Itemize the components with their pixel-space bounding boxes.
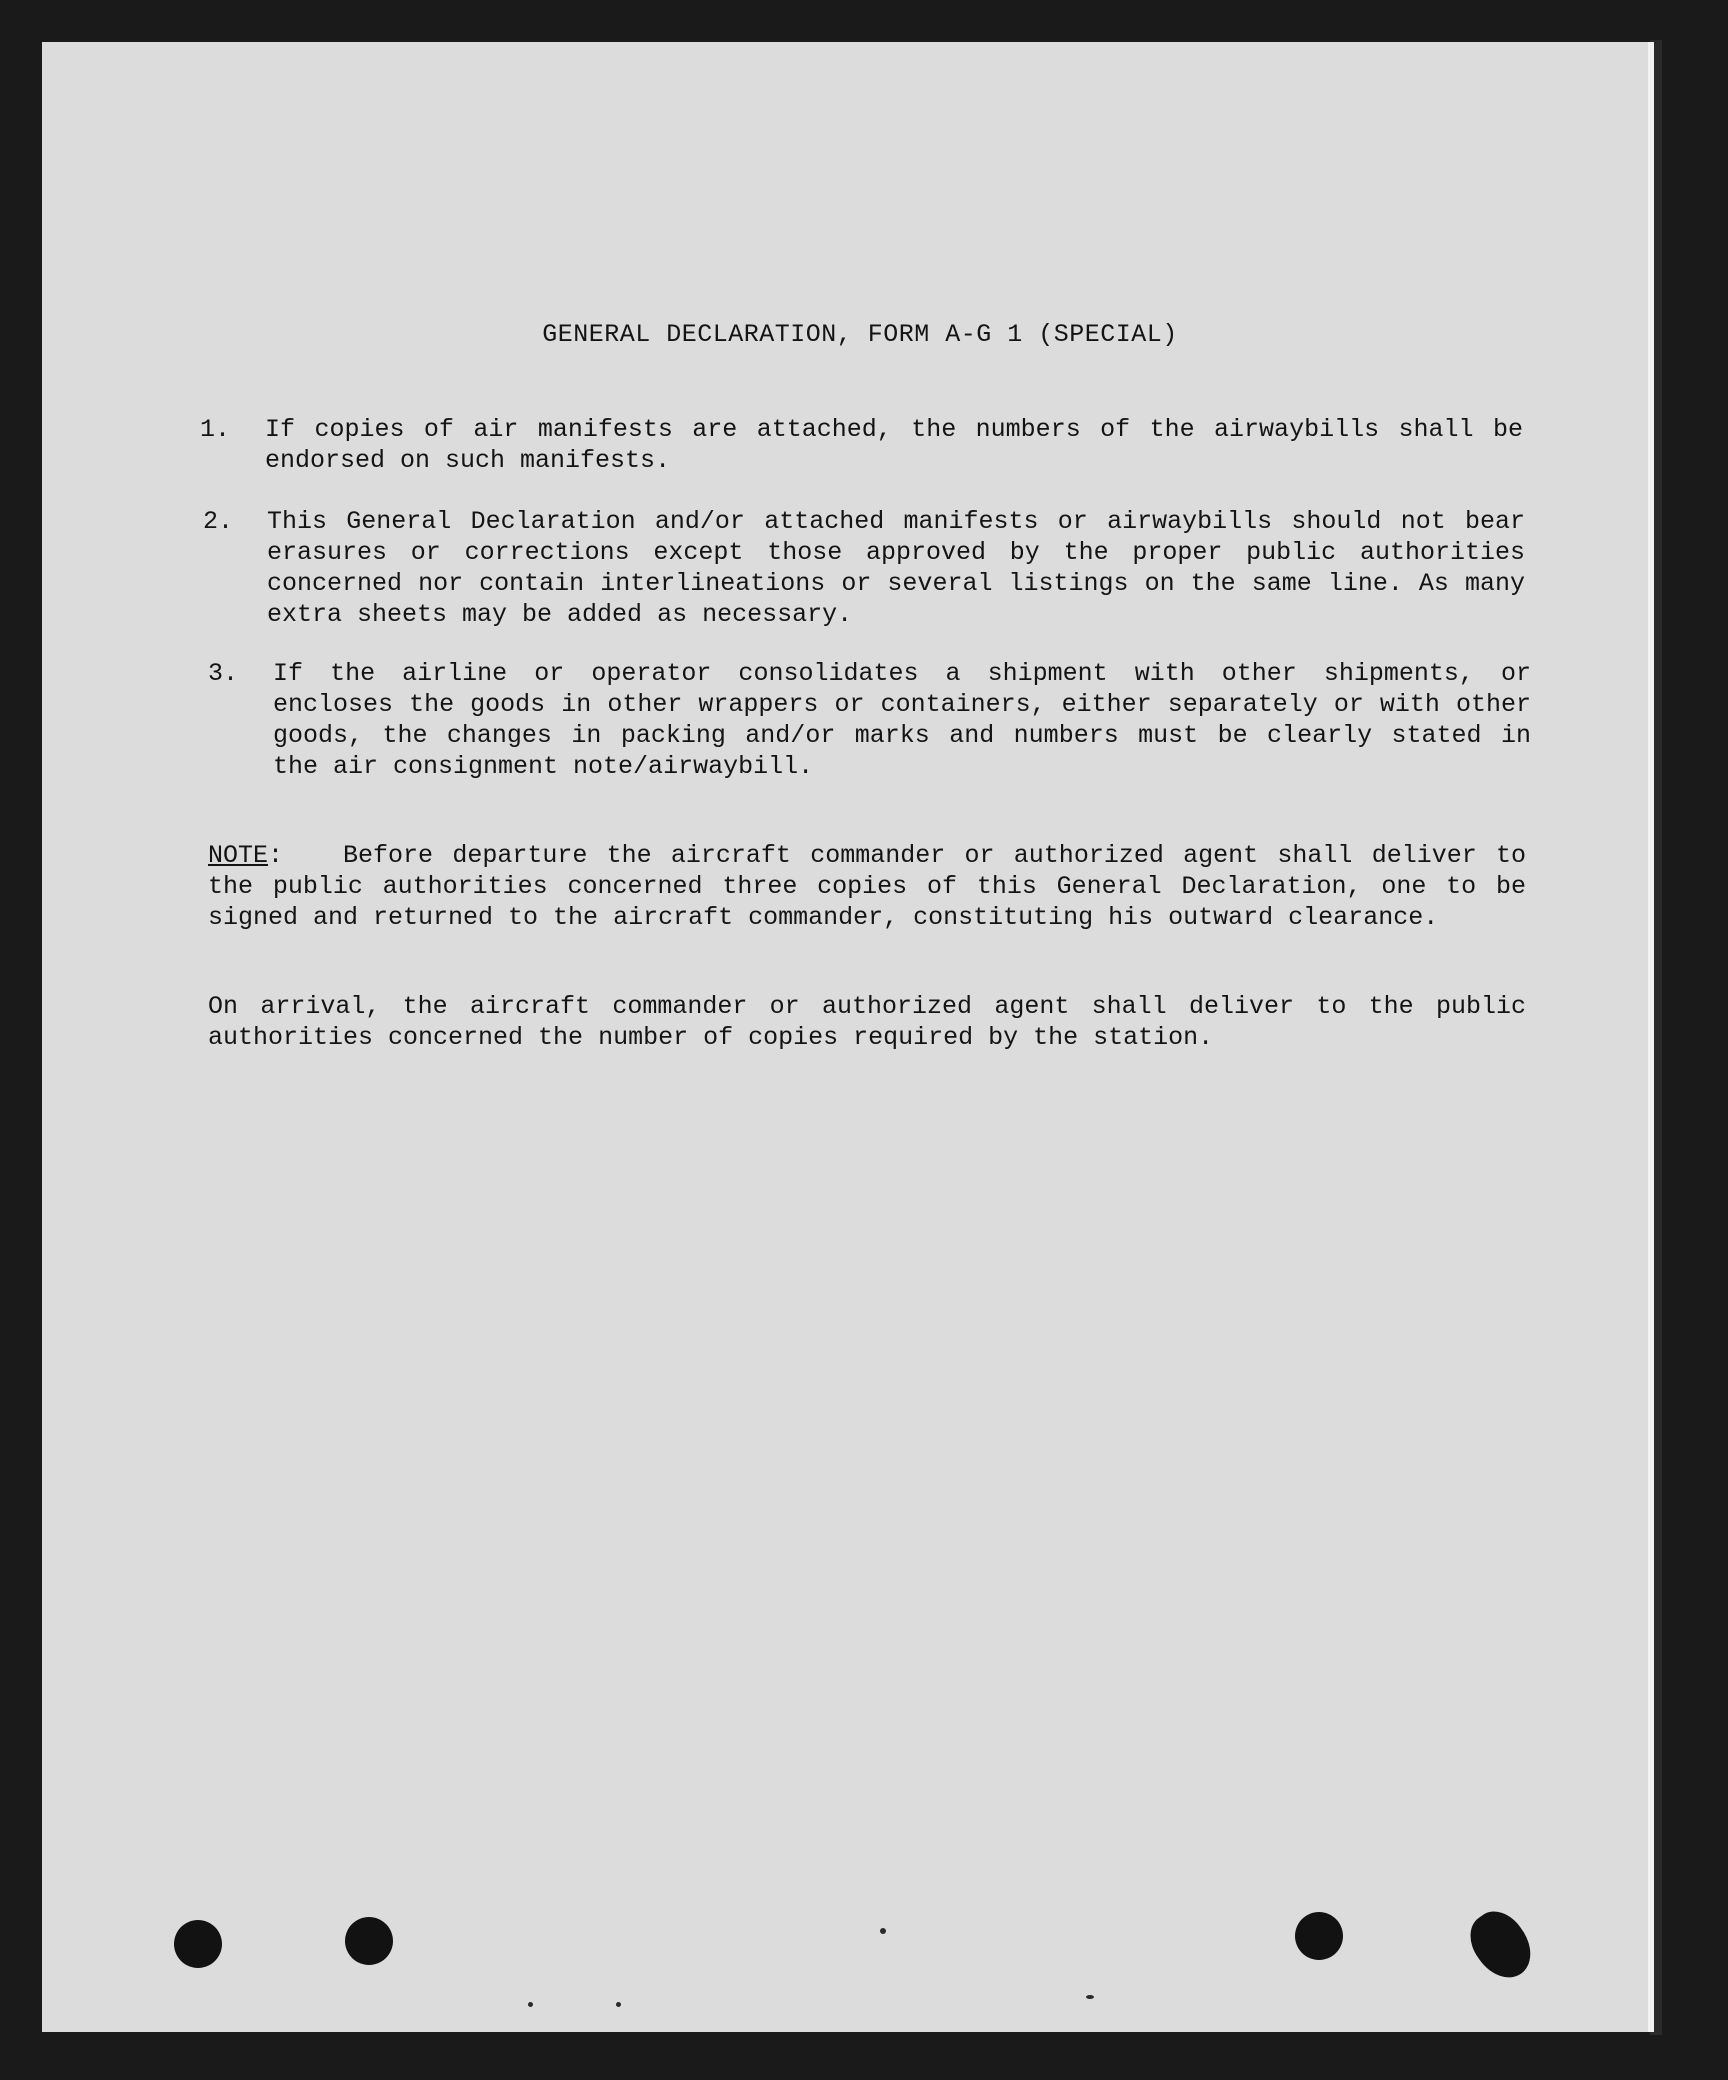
speck: [528, 2002, 533, 2007]
speck: [1086, 1995, 1094, 1999]
item-1-number: 1.: [200, 415, 231, 444]
speck: [616, 2002, 621, 2007]
item-3-text: If the airline or operator consolidates a shipment with other shipments, or encloses the goods in other wrappers or containers, either separately or with other goods, the changes in packing and/or marks and numbers must be clearly stated in the air consignment note/airwaybill.: [273, 659, 1531, 781]
note-paragraph: [208, 840, 1526, 933]
note-text: Before departure the aircraft commander or authorized agent shall deliver to the public authorities concerned three copies of this General Declaration, one to be signed and returned to the aircraft commander, constituting his outward clearance.: [208, 841, 1526, 932]
punch-hole-left-inner: [345, 1917, 393, 1965]
item-1-text: If copies of air manifests are attached, the numbers of the airwaybills shall be endorsed on such manifests.: [265, 415, 1523, 475]
punch-hole-right-inner: [1295, 1912, 1343, 1960]
item-2-number: 2.: [203, 507, 234, 536]
item-3-number: 3.: [208, 659, 239, 688]
speck: [880, 1928, 886, 1934]
note-colon: :: [268, 841, 284, 870]
item-2-text: This General Declaration and/or attached manifests or airwaybills should not bear erasures or corrections except those approved by the proper public authorities concerned nor contain interlineations or several listings on the same line. As many extra sheets may be added as necessary.: [267, 507, 1525, 629]
punch-hole-left-outer: [174, 1920, 222, 1968]
arrival-paragraph: On arrival, the aircraft commander or authorized agent shall deliver to the public authorities concerned the number of copies required by the station.: [208, 992, 1526, 1052]
note-label: NOTE: [208, 841, 269, 870]
document-title: GENERAL DECLARATION, FORM A-G 1 (SPECIAL): [542, 320, 1178, 349]
